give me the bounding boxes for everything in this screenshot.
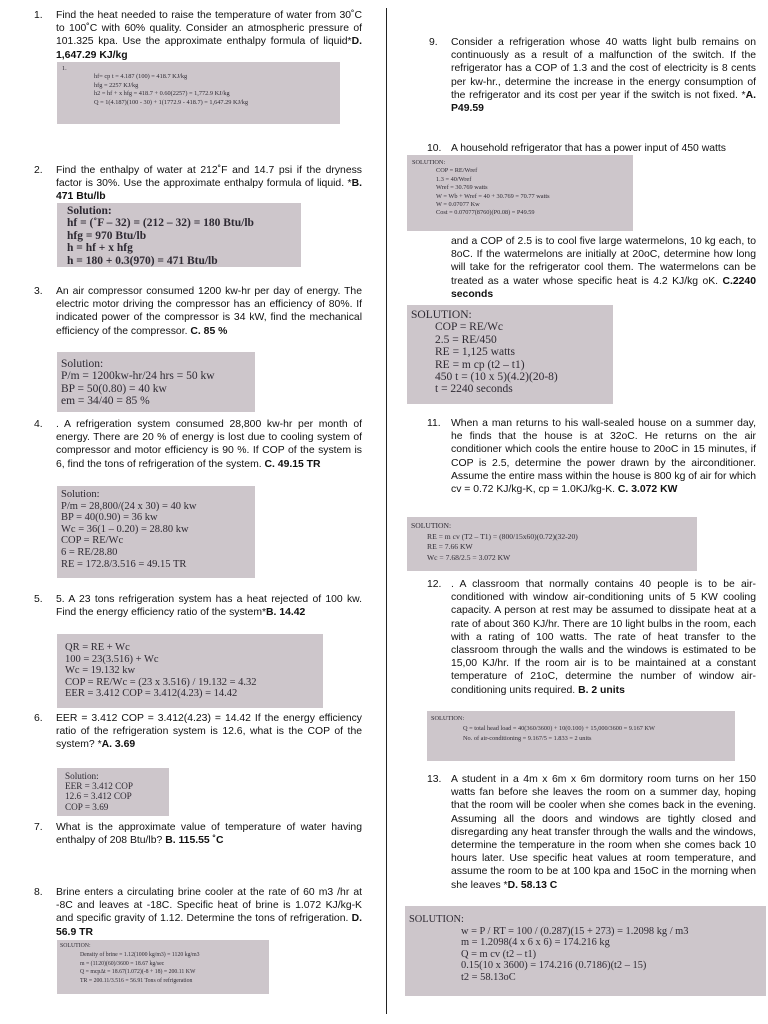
solution-line: BP = 50(0.80) = 40 kw	[61, 382, 167, 395]
solution-line: t2 = 58.13oC	[461, 971, 516, 983]
solution-line: t = 2240 seconds	[435, 383, 513, 396]
solution-line: P/m = 28,800/(24 x 30) = 40 kw	[61, 500, 197, 512]
solution-line: 1.3 = 40/Wref	[436, 175, 472, 183]
question-number: 5.	[34, 594, 43, 605]
question-number: 1.	[34, 10, 43, 21]
question-text: EER = 3.412 COP = 3.412(4.23) = 14.42 If the energy efficiency ratio of the refrigeration system is 12.6, what is the COP of the system? *	[56, 713, 362, 751]
solution-line: Solution:	[65, 771, 99, 781]
question-number: 7.	[34, 822, 43, 833]
question-13	[427, 773, 756, 892]
question-11	[427, 417, 756, 496]
solution-line: RE = 7.66 KW	[427, 542, 473, 551]
question-text: Find the enthalpy of water at 212˚F and 14.7 psi if the dryness factor is 30%. Use the approximate enthalpy formula of liquid. *	[56, 165, 362, 190]
question-text: What is the approximate value of temperature of water having enthalpy of 208 Btu/lb?	[56, 822, 362, 847]
question-number: 12.	[427, 579, 442, 590]
solution-line: m = 1.2098(4 x 6 x 6) = 174.216 kg	[461, 937, 610, 949]
solution-5	[57, 634, 323, 708]
solution-line: P/m = 1200kw-hr/24 hrs = 50 kw	[61, 370, 215, 383]
answer: B. 2 units	[578, 684, 625, 696]
solution-line: Solution:	[67, 205, 112, 217]
question-number: 10.	[427, 143, 442, 154]
question-number: 4.	[34, 419, 43, 430]
solution-line: Q = m cv (t2 – t1)	[461, 948, 537, 960]
solution-line: 6 = RE/28.80	[61, 546, 118, 558]
solution-1	[57, 62, 340, 124]
solution-line: Density of brine = 1.12(1000 kg/m3) = 1120 kg/m3	[80, 951, 200, 958]
question-text: Brine enters a circulating brine cooler at the rate of 60 m3 /hr at -8C and leaves at -18C. Specific heat of brine is 1.072 KJ/kg-K and specific gravity of 1.12. Determine the tons of refrigeration.	[56, 887, 362, 925]
answer: D. 58.13 C	[507, 879, 558, 891]
question-number: 13.	[427, 774, 442, 785]
question-text: 5. A 23 tons refrigeration system has a heat rejected of 100 kw. Find the energy efficiency ratio of the system*	[56, 594, 362, 619]
solution-line: Q = mcpΔt = 18.67(1.072)(-8 + 18) = 200.11 KW	[80, 969, 196, 976]
solution-line: h = 180 + 0.3(970) = 471 Btu/lb	[67, 254, 218, 267]
question-7	[34, 821, 362, 847]
question-number: 9.	[429, 37, 438, 48]
solution-line: Wc = 36(1 – 0.20) = 28.80 kw	[61, 523, 189, 535]
solution-line: h = hf + x hfg	[67, 242, 133, 255]
question-6	[34, 712, 362, 752]
solution-line: Solution:	[61, 489, 100, 500]
answer: C. 85 %	[190, 325, 228, 337]
question-text: An air compressor consumed 1200 kw-hr per day of energy. The electric motor driving the compressor has an efficiency of 80%. If indicated power of the compressor is 34 kW, find the mechanical efficiency of the compressor.	[56, 286, 362, 337]
solution-line: Cost = 0.07077(8760)(P0.08) = P49.59	[436, 209, 535, 217]
question-10	[451, 235, 756, 301]
question-number: 8.	[34, 887, 43, 898]
question-number: 6.	[34, 713, 43, 724]
question-number: 2.	[34, 165, 43, 176]
question-12	[427, 578, 756, 697]
solution-line: SOLUTION:	[431, 715, 465, 722]
question-1	[34, 9, 362, 62]
solution-line: 450 t = (10 x 5)(4.2)(20-8)	[435, 371, 558, 384]
solution-line: 2.5 = RE/450	[435, 333, 497, 346]
solution-line: Wc = 19.132 kw	[65, 665, 136, 677]
question-10-top	[427, 142, 756, 155]
answer: B. 14.42	[266, 607, 306, 619]
solution-9	[407, 155, 633, 231]
solution-line: 0.15(10 x 3600) = 174.216 (0.7186)(t2 – 15)	[461, 960, 647, 972]
question-9	[429, 36, 756, 115]
solution-line: hf = (˚F – 32) = (212 – 32) = 180 Btu/lb	[67, 217, 254, 230]
question-3	[34, 285, 362, 338]
solution-line: Wc = 7.68/2.5 = 3.072 KW	[427, 552, 511, 562]
solution-line: RE = 172.8/3.516 = 49.15 TR	[61, 558, 187, 570]
solution-line: Solution:	[61, 358, 104, 370]
solution-line: RE = m cv (T2 – T1) = (800/15x60)(0.72)(32-20)	[427, 531, 578, 541]
question-4	[34, 418, 362, 471]
solution-line: COP = 3.69	[65, 801, 109, 812]
question-text: When a man returns to his wall-sealed house on a summer day, he finds that the house is at 32oC. He returns on the air conditioner which cools the entire house to 20oC in 15 minutes, if COP is 2.5, determine the power drawn by the airconditioner. Assume the entire mass within the house is 800 kg of air for which cv = 0.72 KJ/kg-K, cp = 1.0KJ/kg-K.	[451, 418, 756, 496]
question-2	[34, 164, 362, 204]
solution-line: hfg = 2257 KJ/kg	[94, 81, 139, 89]
solution-11	[407, 517, 697, 571]
answer: D. 1,647.29 KJ/kg	[56, 36, 362, 61]
solution-line: m = (1120)(60)/3600 = 18.67 kg/sec	[80, 960, 165, 967]
solution-line: SOLUTION:	[412, 159, 446, 166]
solution-line: QR = RE + Wc	[65, 642, 130, 653]
answer: C.2240 seconds	[451, 275, 756, 300]
solution-line: COP = RE/Wc	[61, 535, 124, 547]
solution-line: SOLUTION:	[60, 943, 91, 949]
solution-4	[57, 486, 255, 578]
solution-line: TR = 200.11/3.516 = 56.91 Tons of refrigeration	[80, 978, 193, 985]
answer: D. 56.9 TR	[56, 913, 363, 938]
solution-line: em = 34/40 = 85 %	[61, 395, 150, 408]
answer: A. 3.69	[101, 739, 136, 751]
question-text: Find the heat needed to raise the temperature of water from 30˚C to 100˚C with 60% quality. Consider an atmospheric pressure of 101.325 kpa. Use the approximate enthalpy formula of liquid*	[56, 10, 362, 48]
answer: C. 49.15 TR	[264, 458, 321, 470]
answer: C. 3.072 KW	[617, 484, 678, 496]
solution-line: hf= cp t = 4.187 (100) = 418.7 KJ/kg	[94, 73, 188, 81]
question-8	[34, 886, 363, 939]
solution-line: 1.	[62, 65, 67, 72]
question-5	[34, 593, 362, 619]
solution-2	[57, 203, 301, 267]
answer: B. 471 Btu/lb	[56, 178, 362, 203]
solution-line: BP = 40(0.90) = 36 kw	[61, 512, 158, 524]
question-number: 3.	[34, 286, 43, 297]
answer: A. P49.59	[451, 89, 756, 115]
solution-line: Wref = 30.769 watts	[436, 184, 488, 192]
question-text: . A classroom that normally contains 40 people is to be air-conditioned with window air-conditioning units of 5 KW cooling capacity. A person at rest may be assumed to dissipate heat at a rate of about 360 KJ/hr. There are 10 light bulbs in the room, each with a rating of 100 watts. The rate of heat transfer to the classroom through the walls and the windows is estimated to be 15,00 KJ/hr. If the room air is to be maintained at a constant temperature of 21oC, determine the number of window air- conditioning units required.	[451, 579, 756, 696]
solution-6	[57, 768, 169, 816]
solution-line: RE = m cp (t2 – t1)	[435, 358, 525, 371]
column-divider	[386, 8, 387, 1014]
solution-line: hfg = 970 Btu/lb	[67, 229, 147, 242]
solution-10	[407, 305, 613, 404]
solution-line: COP = RE/Wref	[436, 167, 478, 175]
question-text: . A refrigeration system consumed 28,800 kw-hr per month of energy. There are 20 % of energy is lost due to cooling system of compressor and motor efficiency is 90 %. If COP of the system is 6, find the tons of refrigeration of the system.	[56, 419, 362, 470]
answer: B. 115.55 ˚C	[165, 835, 224, 847]
solution-line: h2 = hf + x hfg = 418.7 + 0.60(2257) = 1,772.9 KJ/kg	[94, 90, 230, 98]
question-text: A household refrigerator that has a power input of 450 watts	[451, 143, 726, 154]
solution-line: Q = total head load = 40(360/3600) + 10(0.100) + 15,000/3600 = 9.167 KW	[463, 725, 655, 733]
solution-line: EER = 3.412 COP	[65, 781, 133, 792]
solution-12	[427, 711, 735, 761]
question-number: 11.	[427, 418, 441, 429]
solution-line: W = 0.07077 Kw	[436, 201, 480, 209]
solution-line: 12.6 = 3.412 COP	[65, 791, 132, 802]
solution-3	[57, 352, 255, 412]
solution-line: SOLUTION:	[411, 309, 472, 321]
solution-line: COP = RE/Wc = (23 x 3.516) / 19.132 = 4.32	[65, 676, 257, 688]
solution-line: w = P / RT = 100 / (0.287)(15 + 273) = 1.2098 kg / m3	[461, 925, 689, 937]
solution-line: SOLUTION:	[409, 914, 464, 925]
solution-line: COP = RE/Wc	[435, 321, 504, 334]
question-text: Consider a refrigeration whose 40 watts light bulb remains on continuously as a result of a malfunction of the switch. If the refrigerator has a COP of 1.3 and the cost of electricity is 8 cents per kw-hr., determine the increase in the energy consumption of the refrigerator and its cost per year if the switch is not fixed. *	[451, 37, 756, 101]
solution-8	[57, 940, 269, 994]
solution-line: EER = 3.412 COP = 3.412(4.23) = 14.42	[65, 688, 238, 700]
solution-line: Q = 1(4.187)(100 - 30) + 1(1772.9 - 418.7) = 1,647.29 KJ/kg	[94, 98, 249, 106]
solution-line: RE = 1,125 watts	[435, 346, 515, 359]
solution-line: 100 = 23(3.516) + Wc	[65, 653, 159, 665]
solution-line: SOLUTION:	[411, 521, 452, 530]
solution-line: No. of air-conditioning = 9.167/5 = 1.833 = 2 units	[463, 735, 592, 743]
question-text: and a COP of 2.5 is to cool five large watermelons, 10 kg each, to 8oC. If the watermelons are initially at 20oC, determine how long will take for the refrigerator cool them. The watermelons can be treated as a water whose specific heat is 4.2 KJ/kg oK.	[451, 236, 756, 287]
question-text: A student in a 4m x 6m x 6m dormitory room turns on her 150 watts fan before she leaves the room on a summer day, hoping that the room will be cooler when she comes back in the evening. Assuming all the doors and windows are tightly closed and disregarding any heat transfer through the walls and the windows, determine the temperature in the room when she comes back 10 hours later. Use specific heat values at room temperature, and assume the room to be at 100 kpa and 15oC in the morning when she leaves *	[451, 774, 756, 891]
solution-13	[405, 906, 766, 996]
solution-line: W = Wb + Wref = 40 + 30.769 = 70.77 watts	[436, 192, 550, 200]
